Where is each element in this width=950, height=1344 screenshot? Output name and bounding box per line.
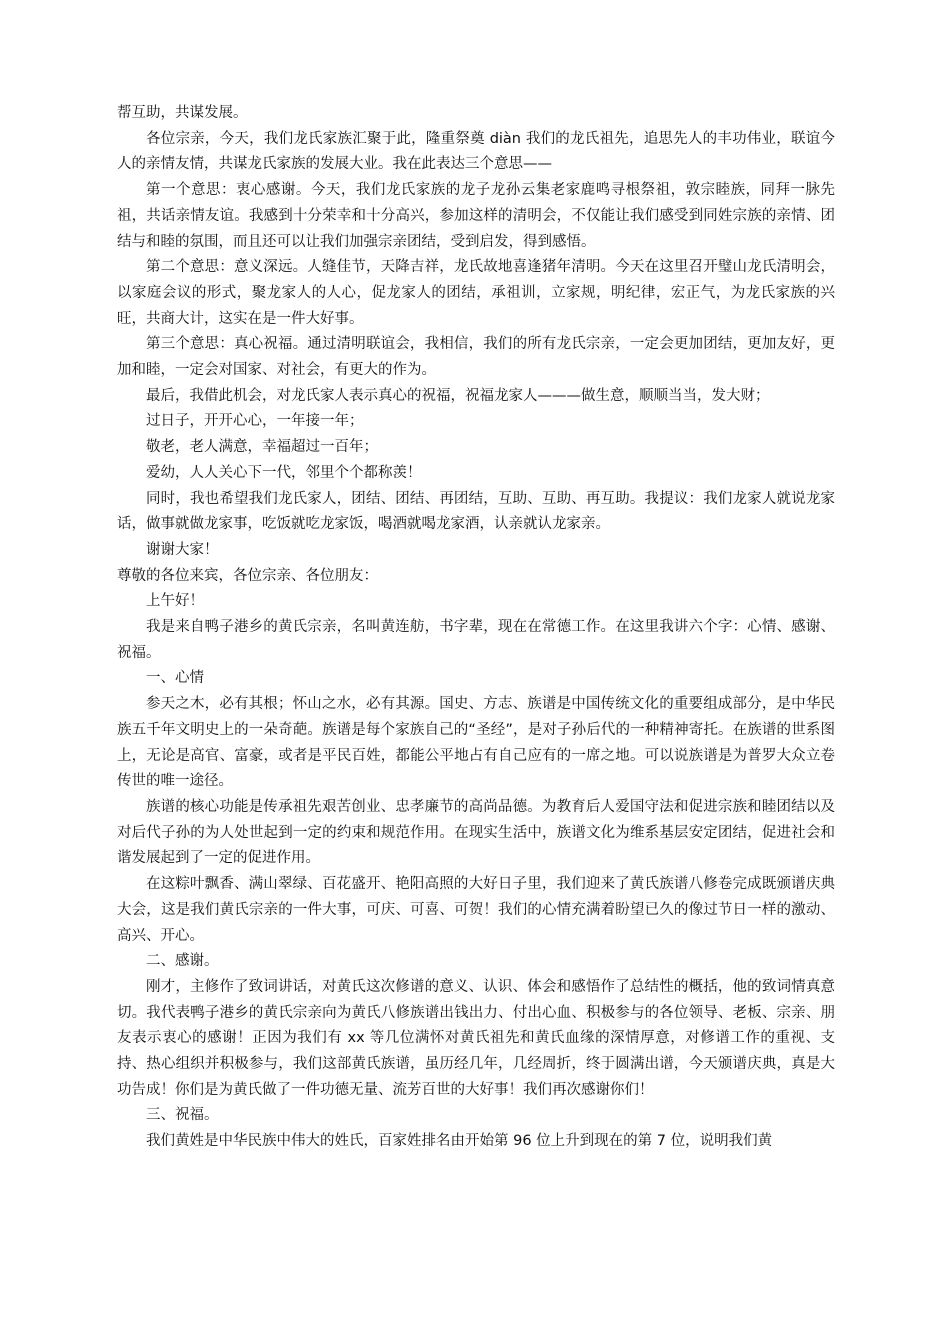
paragraph-5: 第三个意思：真心祝福。通过清明联谊会，我相信，我们的所有龙氏宗亲，一定会更加团结，更加友好，更加和睦，一定会对国家、对社会，有更大的作为。: [117, 336, 835, 379]
paragraph-6: 最后，我借此机会，对龙氏家人表示真心的祝福，祝福龙家人———做生意，顺顺当当，发大财；: [146, 387, 770, 404]
section-heading-1: 一、心情: [146, 670, 204, 687]
paragraph-16: 参天之木，必有其根；怀山之水，必有其源。国史、方志、族谱是中国传统文化的重要组成部分，是中华民族五千年文明史上的一朵奇葩。族谱是每个家族自己的“圣经”，是对子孙后代的一种精神寄托。在族谱的世系图上，无论是高官、富豪，或者是平民百姓，都能公平地占有自己应有的一席之地。可以说族谱是为普罗大众立卷传世的唯一途径。: [117, 696, 835, 790]
paragraph-22: 我们黄姓是中华民族中伟大的姓氏，百家姓排名由开始第 96 位上升到现在的第 7 位，说明我们黄: [146, 1133, 773, 1150]
paragraph-9: 爱幼，人人关心下一代，邻里个个都称羡！: [146, 464, 422, 481]
paragraph-17: 族谱的核心功能是传承祖先艰苦创业、忠孝廉节的高尚品德。为教育后人爱国守法和促进宗族和睦团结以及对后代子孙的为人处世起到一定的约束和规范作用。在现实生活中，族谱文化为维系基层安定团结，促进社会和谐发展起到了一定的促进作用。: [117, 798, 835, 867]
paragraph-13: 上午好！: [146, 593, 204, 610]
paragraph-8: 敬老，老人满意，幸福超过一百年；: [146, 439, 378, 456]
document-page: [117, 101, 835, 1155]
paragraph-14: 我是来自鸭子港乡的黄氏宗亲，名叫黄连舫，书字辈，现在在常德工作。在这里我讲六个字：心情、感谢、祝福。: [117, 619, 835, 661]
paragraph-12: 尊敬的各位来宾，各位宗亲、各位朋友：: [117, 567, 378, 584]
paragraph-7: 过日子，开开心心，一年接一年；: [146, 413, 364, 430]
paragraph-4: 第二个意思：意义深远。人缝佳节，天降吉祥，龙氏故地喜逢猪年清明。今天在这里召开璧山龙氏清明会，以家庭会议的形式，聚龙家人的人心，促龙家人的团结，承祖训，立家规，明纪律，宏正气，为龙氏家族的兴旺，共商大计，这实在是一件大好事。: [117, 259, 835, 327]
paragraph-18: 在这粽叶飘香、满山翠绿、百花盛开、艳阳高照的大好日子里，我们迎来了黄氏族谱八修卷完成既颁谱庆典大会，这是我们黄氏宗亲的一件大事，可庆、可喜、可贺！我们的心情充满着盼望已久的像过节日一样的激动、高兴、开心。: [117, 876, 835, 944]
paragraph-20: 刚才，主修作了致词讲话，对黄氏这次修谱的意义、认识、体会和感悟作了总结性的概括，他的致词情真意切。我代表鸭子港乡的黄氏宗亲向为黄氏八修族谱出钱出力、付出心血、积极参与的各位领导、老板、宗亲、朋友表示衷心的感谢！正因为我们有 xx 等几位满怀对黄氏祖先和黄氏血缘的深情厚意，对修谱工作的重视、支持、热心组织并积极参与，我们这部黄氏族谱，虽历经几年，几经周折，终于圆满出谱，今天颁谱庆典，真是大功告成！你们是为黄氏做了一件功德无量、流芳百世的大好事！我们再次感谢你们！: [117, 978, 835, 1098]
paragraph-3: 第一个意思：衷心感谢。今天，我们龙氏家族的龙子龙孙云集老家鹿鸣寻根祭祖，敦宗睦族，同拜一脉先祖，共话亲情友谊。我感到十分荣幸和十分高兴，参加这样的清明会，不仅能让我们感受到同姓宗族的亲情、团结与和睦的氛围，而且还可以让我们加强宗亲团结，受到启发，得到感悟。: [117, 182, 835, 250]
paragraph-1: 帮互助，共谋发展。: [117, 105, 248, 121]
section-heading-3: 三、祝福。: [146, 1107, 219, 1124]
paragraph-11: 谢谢大家！: [146, 541, 219, 558]
paragraph-10: 同时，我也希望我们龙氏家人，团结、团结、再团结，互助、互助、再互助。我提议：我们龙家人就说龙家话，做事就做龙家事，吃饭就吃龙家饭，喝酒就喝龙家酒，认亲就认龙家亲。: [117, 490, 835, 533]
paragraph-2: 各位宗亲，今天，我们龙氏家族汇聚于此，隆重祭奠 diàn 我们的龙氏祖先，追思先人的丰功伟业，联谊今人的亲情友情，共谋龙氏家族的发展大业。我在此表达三个意思——: [117, 130, 835, 173]
section-heading-2: 二、感谢。: [146, 953, 219, 970]
